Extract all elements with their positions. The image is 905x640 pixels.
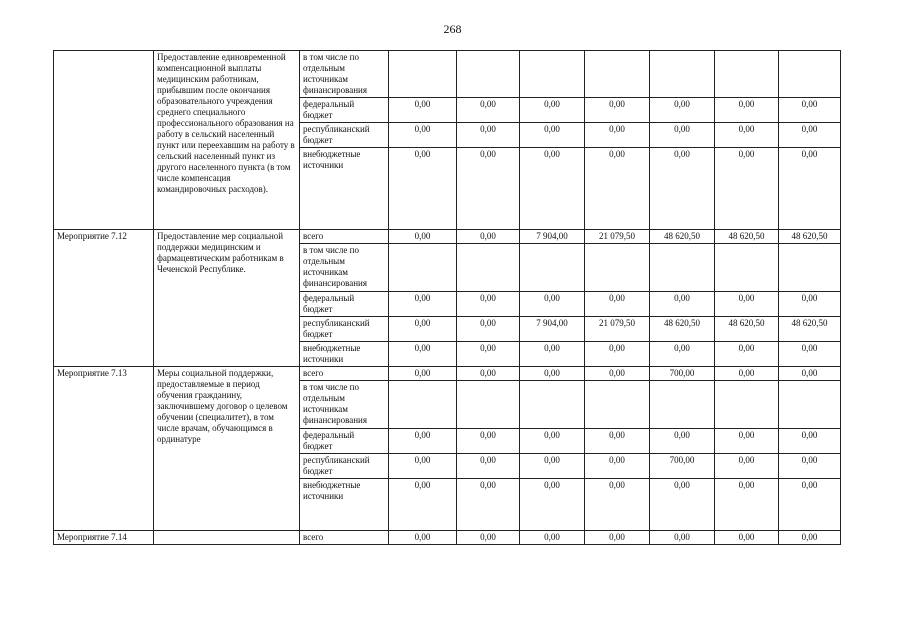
value-cell: 0,00 (715, 429, 779, 454)
value-cell: 0,00 (715, 479, 779, 531)
value-cell: 0,00 (650, 148, 715, 230)
value-cell: 0,00 (650, 292, 715, 317)
value-cell: 48 620,50 (650, 317, 715, 342)
value-cell: 0,00 (389, 342, 457, 367)
source-cell: федеральный бюджет (300, 429, 389, 454)
value-cell (779, 381, 841, 429)
event-cell (54, 51, 154, 230)
value-cell (585, 244, 650, 292)
value-cell (457, 51, 520, 98)
value-cell: 0,00 (520, 342, 585, 367)
source-cell: республиканский бюджет (300, 454, 389, 479)
value-cell: 0,00 (389, 531, 457, 545)
value-cell: 0,00 (715, 148, 779, 230)
value-cell: 7 904,00 (520, 230, 585, 244)
source-cell: в том числе по отдельным источникам финансирования (300, 244, 389, 292)
value-cell: 0,00 (779, 367, 841, 381)
value-cell: 0,00 (457, 230, 520, 244)
value-cell: 0,00 (457, 531, 520, 545)
source-cell: в том числе по отдельным источникам финансирования (300, 51, 389, 98)
source-cell: внебюджетные источники (300, 342, 389, 367)
event-cell: Мероприятие 7.13 (54, 367, 154, 531)
value-cell: 0,00 (779, 429, 841, 454)
value-cell: 0,00 (520, 367, 585, 381)
value-cell: 0,00 (650, 98, 715, 123)
source-cell: всего (300, 367, 389, 381)
value-cell (520, 51, 585, 98)
value-cell: 0,00 (520, 98, 585, 123)
page-number: 268 (443, 22, 462, 36)
value-cell: 48 620,50 (715, 317, 779, 342)
value-cell: 0,00 (389, 429, 457, 454)
source-cell: всего (300, 230, 389, 244)
value-cell (457, 244, 520, 292)
value-cell: 48 620,50 (779, 230, 841, 244)
value-cell: 0,00 (779, 454, 841, 479)
value-cell: 0,00 (779, 292, 841, 317)
value-cell: 0,00 (650, 123, 715, 148)
value-cell (715, 51, 779, 98)
value-cell (650, 244, 715, 292)
value-cell: 0,00 (585, 454, 650, 479)
value-cell: 0,00 (585, 292, 650, 317)
budget-table (53, 50, 841, 545)
value-cell: 0,00 (520, 123, 585, 148)
value-cell: 0,00 (457, 429, 520, 454)
event-cell: Мероприятие 7.12 (54, 230, 154, 367)
value-cell: 0,00 (585, 148, 650, 230)
value-cell: 0,00 (389, 317, 457, 342)
value-cell: 0,00 (585, 123, 650, 148)
value-cell: 0,00 (585, 479, 650, 531)
value-cell (715, 381, 779, 429)
value-cell: 7 904,00 (520, 317, 585, 342)
value-cell (779, 244, 841, 292)
value-cell: 0,00 (779, 531, 841, 545)
value-cell: 0,00 (779, 479, 841, 531)
table-row (54, 367, 841, 381)
event-cell: Мероприятие 7.14 (54, 531, 154, 545)
value-cell: 0,00 (779, 98, 841, 123)
value-cell: 0,00 (457, 342, 520, 367)
value-cell: 0,00 (389, 123, 457, 148)
value-cell: 0,00 (779, 342, 841, 367)
value-cell: 0,00 (457, 367, 520, 381)
source-cell: внебюджетные источники (300, 148, 389, 230)
source-cell: федеральный бюджет (300, 98, 389, 123)
value-cell: 0,00 (389, 230, 457, 244)
value-cell: 0,00 (520, 531, 585, 545)
value-cell (457, 381, 520, 429)
value-cell (779, 51, 841, 98)
value-cell (520, 244, 585, 292)
value-cell: 0,00 (715, 123, 779, 148)
value-cell: 0,00 (585, 531, 650, 545)
value-cell (520, 381, 585, 429)
value-cell: 0,00 (779, 148, 841, 230)
value-cell: 0,00 (585, 342, 650, 367)
value-cell (389, 244, 457, 292)
value-cell: 0,00 (457, 479, 520, 531)
value-cell: 0,00 (520, 429, 585, 454)
value-cell: 48 620,50 (650, 230, 715, 244)
value-cell: 0,00 (715, 367, 779, 381)
source-cell: в том числе по отдельным источникам финансирования (300, 381, 389, 429)
value-cell (389, 381, 457, 429)
value-cell: 0,00 (457, 123, 520, 148)
value-text: 0,00 (480, 149, 496, 159)
value-cell: 21 079,50 (585, 317, 650, 342)
value-cell: 0,00 (457, 454, 520, 479)
source-cell: всего (300, 531, 389, 545)
value-cell: 0,00 (457, 98, 520, 123)
value-cell: 0,00 (715, 454, 779, 479)
value-cell (715, 244, 779, 292)
value-cell: 21 079,50 (585, 230, 650, 244)
value-cell: 0,00 (585, 98, 650, 123)
value-cell (389, 148, 457, 230)
value-cell: 48 620,50 (715, 230, 779, 244)
value-cell: 700,00 (650, 367, 715, 381)
value-cell: 0,00 (520, 292, 585, 317)
table-row (54, 230, 841, 244)
value-cell: 0,00 (520, 454, 585, 479)
value-text: 0,00 (414, 149, 431, 159)
value-cell: 0,00 (585, 367, 650, 381)
value-cell: 0,00 (779, 123, 841, 148)
value-cell: 0,00 (457, 317, 520, 342)
value-cell: 0,00 (650, 479, 715, 531)
description-cell: Предоставление единовременной компенсационной выплаты медицинским работникам, прибывшим после окончания образовательного учреждения среднего специального профессионального образования на работу в сельский населенный пункт или переехавшим на работу в сельский населенный пункт из другого населенного пункта (в том числе компенсация командировочных расходов). (154, 51, 300, 230)
value-cell: 0,00 (715, 531, 779, 545)
value-cell: 48 620,50 (779, 317, 841, 342)
value-cell: 0,00 (585, 429, 650, 454)
value-cell: 0,00 (650, 429, 715, 454)
value-cell (457, 148, 520, 230)
source-cell: республиканский бюджет (300, 123, 389, 148)
value-cell: 0,00 (389, 454, 457, 479)
value-cell: 0,00 (389, 98, 457, 123)
description-cell: Меры социальной поддержки, предоставляемые в период обучения гражданину, заключившему договор о целевом обучении (специалитет), в том числе врачам, обучающимся в ординатуре (154, 367, 300, 531)
value-cell: 0,00 (520, 479, 585, 531)
value-cell (585, 381, 650, 429)
source-cell: республиканский бюджет (300, 317, 389, 342)
value-cell: 0,00 (520, 148, 585, 230)
value-cell: 0,00 (650, 342, 715, 367)
value-cell: 0,00 (389, 292, 457, 317)
table-row (54, 51, 841, 98)
value-cell: 0,00 (650, 531, 715, 545)
value-cell: 0,00 (457, 292, 520, 317)
value-cell: 0,00 (715, 342, 779, 367)
description-cell (154, 531, 300, 545)
table-row (54, 531, 841, 545)
value-cell (650, 51, 715, 98)
value-cell (585, 51, 650, 98)
source-cell: федеральный бюджет (300, 292, 389, 317)
value-cell: 700,00 (650, 454, 715, 479)
value-cell (389, 51, 457, 98)
description-cell: Предоставление мер социальной поддержки медицинским и фармацевтическим работникам в Чеченской Республике. (154, 230, 300, 367)
value-cell (650, 381, 715, 429)
value-cell: 0,00 (715, 292, 779, 317)
source-cell: внебюджетные источники (300, 479, 389, 531)
value-cell: 0,00 (389, 367, 457, 381)
value-cell: 0,00 (389, 479, 457, 531)
value-cell: 0,00 (715, 98, 779, 123)
